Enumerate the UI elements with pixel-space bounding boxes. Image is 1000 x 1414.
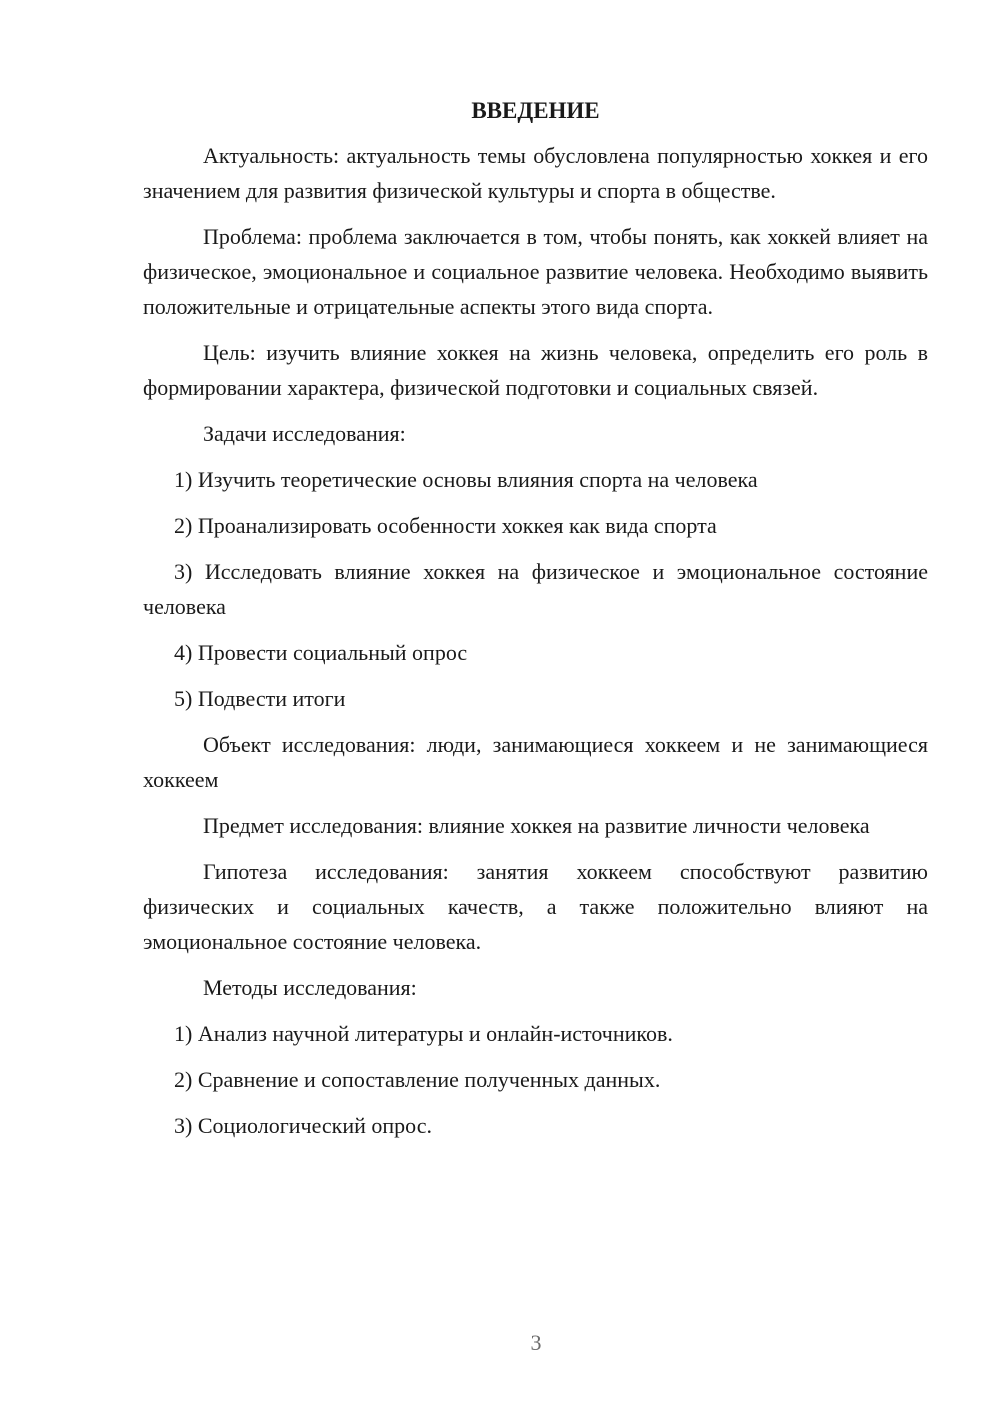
goal-paragraph: Цель: изучить влияние хоккея на жизнь человека, определить его роль в формировании характера, физической подготовки и социальных связей. — [143, 340, 928, 400]
method-item: 3) Социологический опрос. — [174, 1113, 432, 1138]
object-paragraph: Объект исследования: люди, занимающиеся хоккеем и не занимающиеся хоккеем — [143, 732, 928, 792]
task-item: 5) Подвести итоги — [174, 686, 346, 711]
hypothesis-paragraph: Гипотеза исследования: занятия хоккеем способствуют развитию физических и социальных качеств, а также положительно влияют на эмоциональное состояние человека. — [143, 859, 928, 954]
task-item: 3) Исследовать влияние хоккея на физическое и эмоциональное состояние человека — [143, 559, 928, 619]
method-item: 2) Сравнение и сопоставление полученных данных. — [174, 1067, 661, 1092]
subject-paragraph: Предмет исследования: влияние хоккея на развитие личности человека — [203, 813, 870, 838]
task-item: 2) Проанализировать особенности хоккея как вида спорта — [174, 513, 717, 538]
page-content — [143, 94, 928, 1154]
method-item: 1) Анализ научной литературы и онлайн-источников. — [174, 1021, 673, 1046]
task-item: 4) Провести социальный опрос — [174, 640, 468, 665]
section-heading: ВВЕДЕНИЕ — [471, 98, 600, 123]
problem-paragraph: Проблема: проблема заключается в том, чтобы понять, как хоккей влияет на физическое, эмоциональное и социальное развитие человека. Необходимо выявить положительные и отрицательные аспекты этого вида спорта. — [143, 224, 928, 319]
relevance-paragraph: Актуальность: актуальность темы обусловлена популярностью хоккея и его значением для развития физической культуры и спорта в обществе. — [143, 143, 928, 203]
task-item: 1) Изучить теоретические основы влияния спорта на человека — [174, 467, 758, 492]
methods-title: Методы исследования: — [203, 975, 417, 1000]
page-number: 3 — [530, 1330, 542, 1355]
tasks-title: Задачи исследования: — [203, 421, 406, 446]
